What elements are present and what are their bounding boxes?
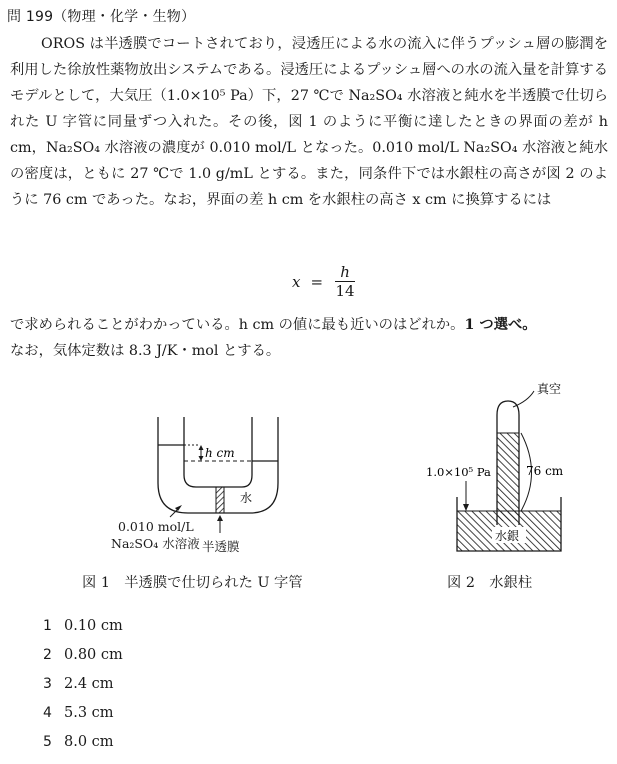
vacuum-label: 真空 (537, 382, 562, 396)
choice-1[interactable] (43, 618, 123, 634)
h-label: h cm (205, 446, 235, 460)
choice-2-number: 2 (43, 647, 52, 663)
pressure-label: 1.0×10⁵ Pa (426, 465, 491, 479)
question-paragraph-2 (10, 312, 608, 364)
choice-4-number: 4 (43, 705, 52, 721)
mercury-column-diagram (420, 375, 600, 565)
choice-1-text[interactable]: 0.10 cm (64, 618, 123, 634)
figure-2-mercury-column (420, 375, 600, 565)
choice-4-text[interactable]: 5.3 cm (64, 705, 114, 721)
choice-4[interactable] (43, 705, 114, 721)
figure-1-caption: 図 1 半透膜で仕切られた U 字管 (82, 575, 303, 591)
height-label: 76 cm (526, 464, 564, 478)
choice-2-text[interactable]: 0.80 cm (64, 647, 123, 663)
tube-mercury (497, 433, 519, 521)
membrane-label: 半透膜 (202, 539, 240, 554)
paragraph-2a-text: で求められることがわかっている。h cm の値に最も近いのはどれか。 (10, 317, 465, 333)
semipermeable-membrane (216, 487, 224, 513)
choice-3-text[interactable]: 2.4 cm (64, 676, 114, 692)
choice-1-number: 1 (43, 618, 52, 634)
conversion-formula (292, 263, 355, 300)
paragraph-2b-text: 1 つ選べ。 (464, 317, 537, 333)
choice-3[interactable] (43, 676, 114, 692)
paragraph-1-text: OROS は半透膜でコートされており，浸透圧による水の流入に伴うプッシュ層の膨潤を利用した徐放性薬物放出システムである。浸透圧によるプッシュ層への水の流入量を計算するモデルとして，大気圧（1.0×10⁵ Pa）下，27 ℃で Na₂SO₄ 水溶液と純水を半透膜で仕切られた U 字管に同量ずつ入れた。その後，図 1 のように平衡に達したときの界面の差が h cm，Na₂SO₄ 水溶液の濃度が 0.010 mol/L となった。0.010 mol/L Na₂SO₄ 水溶液と純水の密度は，ともに 27 ℃で 1.0 g/mL とする。また，同条件下では水銀柱の高さが図 2 のように 76 cm であった。なお，界面の差 h cm を水銀柱の高さ x cm に換算するには (10, 36, 608, 208)
solution-label-line1: 0.010 mol/L (118, 519, 194, 534)
choice-5[interactable] (43, 734, 114, 750)
choice-5-number: 5 (43, 734, 52, 750)
formula-lhs: x (292, 272, 301, 291)
question-title: 問 199（物理・化学・生物） (7, 9, 196, 25)
formula-denominator: 14 (335, 282, 355, 300)
formula-equals: = (310, 272, 324, 291)
formula-fraction (335, 263, 355, 300)
formula-numerator: h (340, 263, 350, 281)
question-paragraph-1 (10, 31, 608, 213)
solution-label-line2: Na₂SO₄ 水溶液 (111, 536, 200, 551)
water-label: 水 (240, 491, 253, 505)
choice-5-text[interactable]: 8.0 cm (64, 734, 114, 750)
mercury-label: 水銀 (495, 529, 520, 543)
choice-3-number: 3 (43, 676, 52, 692)
figure-2-caption: 図 2 水銀柱 (447, 575, 533, 591)
choice-2[interactable] (43, 647, 123, 663)
paragraph-2c-text: なお，気体定数は 8.3 J/K・mol とする。 (10, 343, 281, 359)
